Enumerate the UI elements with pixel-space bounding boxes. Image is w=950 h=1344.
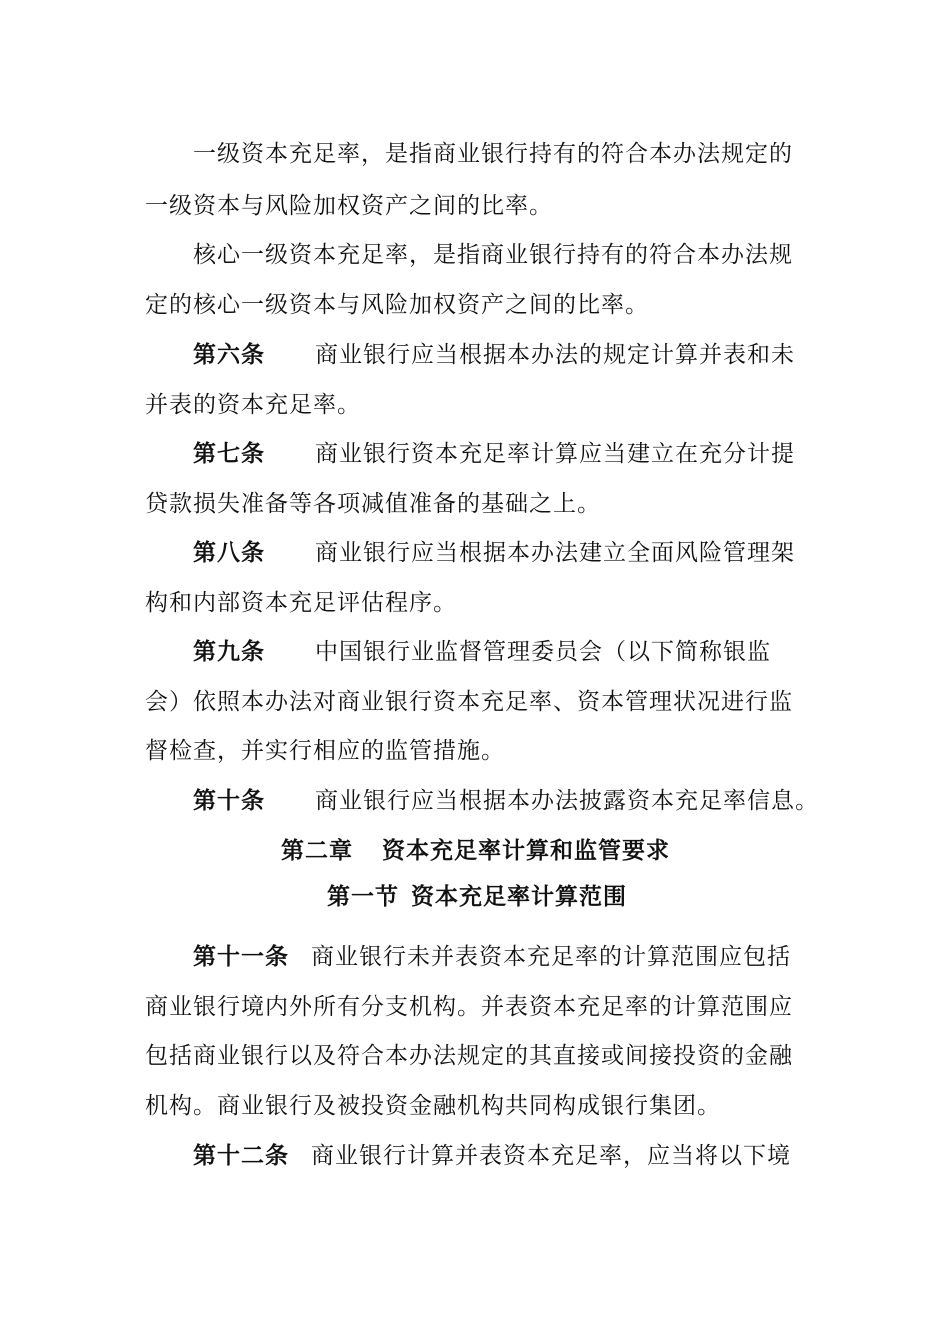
paragraph-core-tier1-ratio-line-2 <box>0 285 950 325</box>
paragraph-text: 一级资本充足率，是指商业银行持有的符合本办法规定的 <box>193 141 793 167</box>
paragraph-tier1-ratio-line-2 <box>0 186 950 226</box>
article-11-line-3 <box>0 1036 950 1076</box>
article-6-line-1 <box>0 335 950 375</box>
section-number: 第一节 <box>327 884 399 910</box>
article-text: 商业银行境内外所有分支机构。并表资本充足率的计算范围应 <box>145 994 793 1020</box>
article-8-line-2 <box>0 583 950 623</box>
article-text: 机构。商业银行及被投资金融机构共同构成银行集团。 <box>145 1093 721 1119</box>
article-11-line-2 <box>0 987 950 1027</box>
chapter-number: 第二章 <box>281 838 353 864</box>
article-text: 商业银行资本充足率计算应当建立在充分计提 <box>315 441 795 467</box>
article-8-line-1 <box>0 533 950 573</box>
article-text: 商业银行应当根据本办法建立全面风险管理架 <box>315 540 795 566</box>
article-label: 第九条 <box>193 638 265 665</box>
article-text: 督检查，并实行相应的监管措施。 <box>145 738 505 764</box>
article-9-line-2 <box>0 682 950 722</box>
article-11-line-4 <box>0 1086 950 1126</box>
article-label: 第十二条 <box>193 1142 289 1169</box>
article-label: 第十条 <box>193 787 265 814</box>
article-9-line-1 <box>0 632 950 672</box>
paragraph-text: 一级资本与风险加权资产之间的比率。 <box>145 193 553 219</box>
article-text: 会）依照本办法对商业银行资本充足率、资本管理状况进行监 <box>145 689 793 715</box>
article-text: 构和内部资本充足评估程序。 <box>145 590 457 616</box>
article-7-line-2 <box>0 484 950 524</box>
article-10-line-1 <box>0 781 950 821</box>
article-label: 第六条 <box>193 341 265 368</box>
chapter-title: 资本充足率计算和监管要求 <box>382 838 670 864</box>
article-text: 商业银行应当根据本办法披露资本充足率信息。 <box>315 788 819 814</box>
article-text: 中国银行业监督管理委员会（以下简称银监 <box>315 639 771 665</box>
section-heading <box>0 877 950 917</box>
article-text: 包括商业银行以及符合本办法规定的其直接或间接投资的金融 <box>145 1043 793 1069</box>
article-label: 第八条 <box>193 539 265 566</box>
article-label: 第十一条 <box>193 943 289 970</box>
article-label: 第七条 <box>193 440 265 467</box>
paragraph-core-tier1-ratio-line-1 <box>0 235 950 275</box>
paragraph-text: 定的核心一级资本与风险加权资产之间的比率。 <box>145 292 649 318</box>
article-text: 商业银行未并表资本充足率的计算范围应包括 <box>311 944 791 970</box>
chapter-heading <box>0 831 950 871</box>
paragraph-tier1-ratio-line-1 <box>0 134 950 174</box>
article-11-line-1 <box>0 937 950 977</box>
article-text: 商业银行应当根据本办法的规定计算并表和未 <box>315 342 795 368</box>
article-text: 并表的资本充足率。 <box>145 392 361 418</box>
article-7-line-1 <box>0 434 950 474</box>
paragraph-text: 核心一级资本充足率，是指商业银行持有的符合本办法规 <box>193 242 793 268</box>
article-6-line-2 <box>0 385 950 425</box>
article-text: 贷款损失准备等各项减值准备的基础之上。 <box>145 491 601 517</box>
article-12-line-1 <box>0 1136 950 1176</box>
section-title: 资本充足率计算范围 <box>411 884 627 910</box>
article-text: 商业银行计算并表资本充足率，应当将以下境 <box>311 1143 791 1169</box>
article-9-line-3 <box>0 731 950 771</box>
